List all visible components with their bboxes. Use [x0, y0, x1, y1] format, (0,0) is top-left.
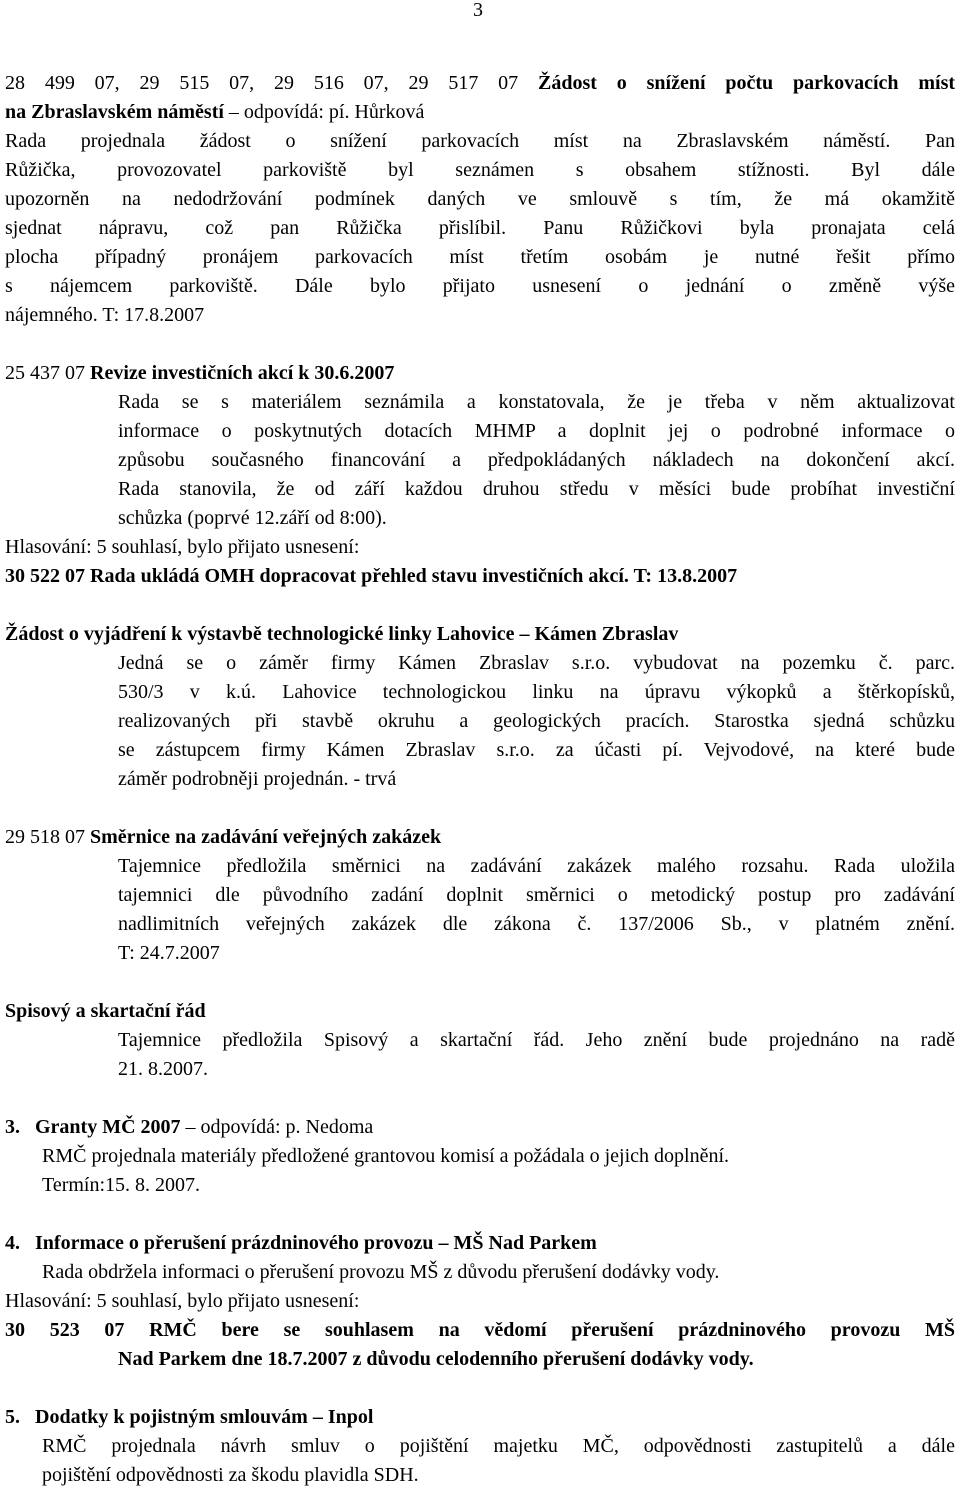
parking-title-b: na Zbraslavském náměstí — [5, 101, 224, 123]
dodatky-body — [5, 1432, 955, 1490]
parking-numbers: 28 499 07, 29 515 07, 29 516 07, 29 517 07 — [5, 72, 519, 94]
revize-title: Revize investičních akcí k 30.6.2007 — [90, 362, 395, 384]
lahovice-line: realizovaných při stavbě okruhu a geologických pracích. Starostka sjedná schůzku — [118, 710, 955, 732]
parking-heading-line-2 — [5, 98, 955, 127]
revize-resolution-text: Rada ukládá OMH dopracovat přehled stavu investičních akcí. T: 13.8.2007 — [90, 565, 738, 587]
spisovy-heading — [5, 997, 955, 1026]
revize-vote: Hlasování: 5 souhlasí, bylo přijato usnesení: — [5, 536, 360, 558]
smernice-number: 29 518 07 — [5, 826, 85, 848]
smernice-heading — [5, 823, 955, 852]
ms-resolution-line-2: Nad Parkem dne 18.7.2007 z důvodu celodenního přerušení dodávky vody. — [118, 1348, 754, 1370]
lahovice-line: 530/3 v k.ú. Lahovice technologickou linku na úpravu výkopků a štěrkopísků, — [118, 681, 955, 703]
parking-line: sjednat nápravu, což pan Růžička přislíbil. Panu Růžičkovi byla pronajata celá — [5, 217, 955, 239]
granty-body — [5, 1142, 955, 1200]
lahovice-title: Žádost o vyjádření k výstavbě technologické linky Lahovice – Kámen Zbraslav — [5, 623, 679, 645]
section-lahovice — [5, 620, 955, 794]
spisovy-title: Spisový a skartační řád — [5, 1000, 206, 1022]
section-dodatky — [5, 1403, 955, 1490]
spacer — [5, 591, 955, 620]
parking-heading-line — [5, 69, 955, 98]
parking-line: plocha případný pronájem parkovacích míst třetím osobám je nutné řešit přímo — [5, 246, 955, 268]
ms-number: 4. — [5, 1232, 20, 1254]
smernice-line: Tajemnice předložila směrnici na zadávání zakázek malého rozsahu. Rada uložila — [118, 855, 955, 877]
parking-title-a: Žádost o snížení počtu parkovacích míst — [538, 72, 956, 94]
section-granty — [5, 1113, 955, 1200]
parking-line: s nájemcem parkoviště. Dále bylo přijato usnesení o jednání o změně výše — [5, 275, 955, 297]
revize-heading — [5, 359, 955, 388]
revize-body — [5, 388, 955, 533]
granty-heading — [5, 1113, 955, 1142]
spacer — [5, 1084, 955, 1113]
ms-resolution-cont — [5, 1345, 955, 1374]
dodatky-line: RMČ projednala návrh smluv o pojištění majetku MČ, odpovědnosti zastupitelů a dále — [42, 1435, 955, 1457]
granty-last-line: Termín:15. 8. 2007. — [42, 1174, 201, 1196]
parking-last-line: nájemného. T: 17.8.2007 — [5, 304, 205, 326]
parking-responsible: – odpovídá: pí. Hůrková — [223, 101, 425, 123]
ms-body — [5, 1258, 955, 1287]
spisovy-line: Tajemnice předložila Spisový a skartační řád. Jeho znění bude projednáno na radě — [118, 1029, 955, 1051]
dodatky-last-line: pojištění odpovědnosti za škodu plavidla SDH. — [42, 1464, 419, 1486]
smernice-title: Směrnice na zadávání veřejných zakázek — [90, 826, 442, 848]
revize-resolution-number: 30 522 07 — [5, 565, 85, 587]
parking-line: Růžička, provozovatel parkoviště byl seznámen s obsahem stížnosti. Byl dále — [5, 159, 955, 181]
spacer — [5, 330, 955, 359]
spacer — [5, 794, 955, 823]
revize-line: Rada stanovila, že od září každou druhou středu v měsíci bude probíhat investiční — [118, 478, 955, 500]
ms-line: Rada obdržela informaci o přerušení provozu MŠ z důvodu přerušení dodávky vody. — [42, 1261, 720, 1283]
granty-line: RMČ projednala materiály předložené grantovou komisí a požádala o jejich doplnění. — [42, 1145, 730, 1167]
parking-line: Rada projednala žádost o snížení parkovacích míst na Zbraslavském náměstí. Pan — [5, 130, 955, 152]
revize-number: 25 437 07 — [5, 362, 85, 384]
smernice-body — [5, 852, 955, 968]
revize-last-line: schůzka (poprvé 12.září od 8:00). — [118, 507, 387, 529]
ms-resolution — [5, 1316, 955, 1345]
smernice-line: nadlimitních veřejných zakázek dle zákona č. 137/2006 Sb., v platném znění. — [118, 913, 955, 935]
document-body — [5, 69, 955, 1490]
revize-line: Rada se s materiálem seznámila a konstatovala, že je třeba v něm aktualizovat — [118, 391, 955, 413]
revize-resolution — [5, 562, 955, 591]
section-parking — [5, 69, 955, 330]
ms-resolution-number: 30 523 07 — [5, 1319, 125, 1341]
spacer — [5, 1200, 955, 1229]
smernice-last-line: T: 24.7.2007 — [118, 942, 220, 964]
granty-number: 3. — [5, 1116, 20, 1138]
ms-title: Informace o přerušení prázdninového provozu – MŠ Nad Parkem — [35, 1232, 597, 1254]
spacer — [5, 968, 955, 997]
revize-line: způsobu současného financování a předpokládaných nákladech na dokončení akcí. — [118, 449, 955, 471]
section-revize — [5, 359, 955, 591]
dodatky-heading — [5, 1403, 955, 1432]
smernice-line: tajemnici dle původního zadání doplnit směrnici o metodický postup pro zadávání — [118, 884, 955, 906]
ms-vote: Hlasování: 5 souhlasí, bylo přijato usnesení: — [5, 1290, 360, 1312]
ms-heading — [5, 1229, 955, 1258]
ms-resolution-line-1: RMČ bere se souhlasem na vědomí přerušení prázdninového provozu MŠ — [149, 1319, 956, 1341]
section-smernice — [5, 823, 955, 968]
spacer — [5, 1374, 955, 1403]
lahovice-body — [5, 649, 955, 794]
parking-line: upozorněn na nedodržování podmínek daných ve smlouvě s tím, že má okamžitě — [5, 188, 955, 210]
lahovice-last-line: záměr podrobněji projednán. - trvá — [118, 768, 397, 790]
revize-line: informace o poskytnutých dotacích MHMP a doplnit jej o podrobné informace o — [118, 420, 955, 442]
lahovice-line: se zástupcem firmy Kámen Zbraslav s.r.o. za účasti pí. Vejvodové, na které bude — [118, 739, 955, 761]
section-spisovy — [5, 997, 955, 1084]
granty-responsible: – odpovídá: p. Nedoma — [180, 1116, 374, 1138]
lahovice-heading — [5, 620, 955, 649]
dodatky-title: Dodatky k pojistným smlouvám – Inpol — [35, 1406, 374, 1428]
lahovice-line: Jedná se o záměr firmy Kámen Zbraslav s.r.o. vybudovat na pozemku č. parc. — [118, 652, 955, 674]
spisovy-body — [5, 1026, 955, 1084]
page-number: 3 — [473, 0, 483, 21]
section-ms — [5, 1229, 955, 1374]
granty-title: Granty MČ 2007 — [35, 1116, 181, 1138]
dodatky-number: 5. — [5, 1406, 20, 1428]
spisovy-last-line: 21. 8.2007. — [118, 1058, 208, 1080]
